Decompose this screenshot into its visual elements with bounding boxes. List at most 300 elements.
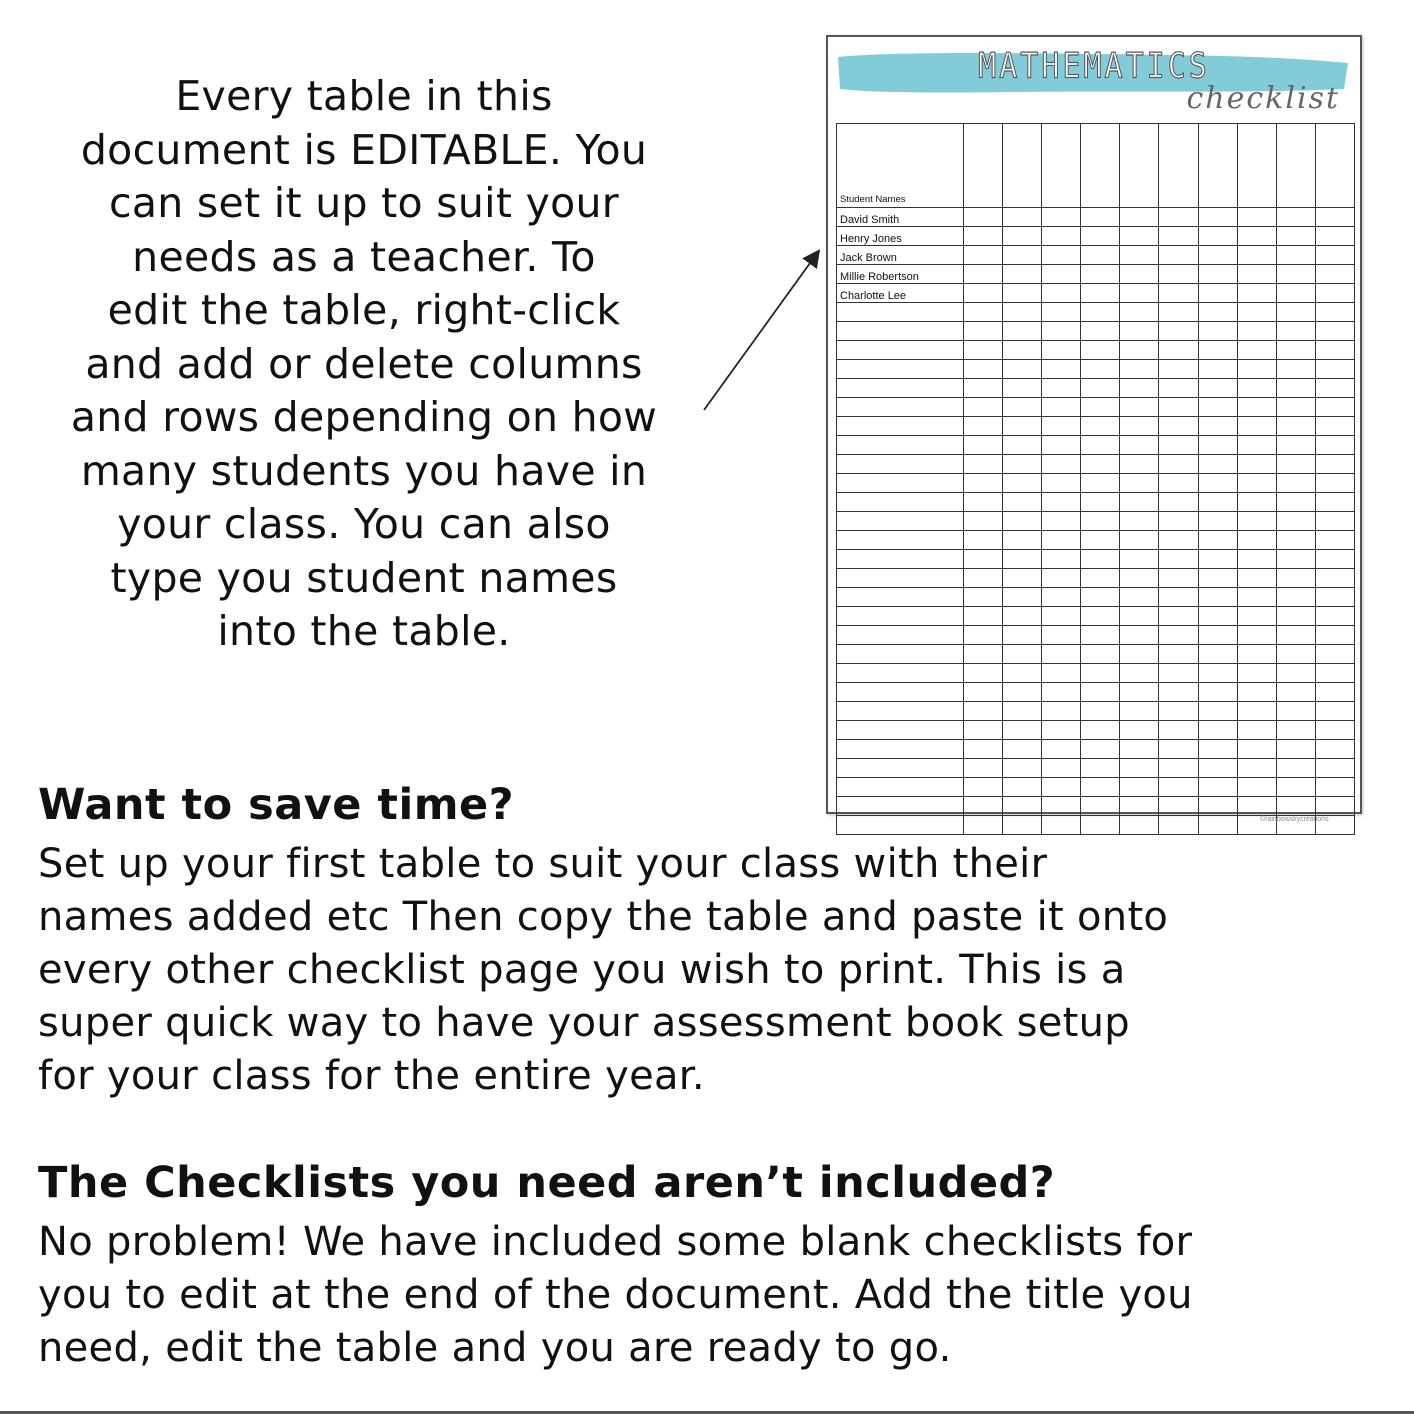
checklist-cell[interactable]: [1237, 740, 1276, 759]
checklist-cell[interactable]: [1198, 607, 1237, 626]
checklist-cell[interactable]: [1159, 797, 1198, 816]
checklist-cell[interactable]: [1276, 569, 1315, 588]
checklist-cell[interactable]: [1081, 740, 1120, 759]
checklist-cell[interactable]: [1003, 284, 1042, 303]
student-name-cell[interactable]: [837, 398, 964, 417]
checklist-cell[interactable]: [1042, 531, 1081, 550]
student-name-cell[interactable]: David Smith: [837, 208, 964, 227]
checklist-cell[interactable]: [1081, 303, 1120, 322]
checklist-cell[interactable]: [1198, 436, 1237, 455]
checklist-cell[interactable]: [1276, 759, 1315, 778]
checklist-cell[interactable]: [1120, 303, 1159, 322]
checklist-cell[interactable]: [1081, 379, 1120, 398]
checklist-cell[interactable]: [1315, 721, 1354, 740]
checklist-cell[interactable]: [1276, 341, 1315, 360]
checklist-header-cell[interactable]: [1003, 124, 1042, 208]
checklist-cell[interactable]: [1042, 474, 1081, 493]
checklist-cell[interactable]: [1120, 474, 1159, 493]
checklist-cell[interactable]: [1042, 626, 1081, 645]
checklist-cell[interactable]: [1237, 303, 1276, 322]
checklist-cell[interactable]: [964, 284, 1003, 303]
checklist-cell[interactable]: [1237, 512, 1276, 531]
checklist-cell[interactable]: [1237, 360, 1276, 379]
checklist-cell[interactable]: [964, 626, 1003, 645]
checklist-cell[interactable]: [1198, 284, 1237, 303]
checklist-cell[interactable]: [964, 208, 1003, 227]
checklist-cell[interactable]: [1042, 740, 1081, 759]
checklist-cell[interactable]: [964, 531, 1003, 550]
checklist-cell[interactable]: [1198, 512, 1237, 531]
student-name-cell[interactable]: [837, 550, 964, 569]
checklist-cell[interactable]: [1081, 607, 1120, 626]
checklist-cell[interactable]: [1042, 683, 1081, 702]
checklist-cell[interactable]: [1081, 721, 1120, 740]
checklist-cell[interactable]: [1315, 322, 1354, 341]
checklist-cell[interactable]: [1237, 436, 1276, 455]
checklist-cell[interactable]: [1276, 417, 1315, 436]
checklist-cell[interactable]: [1042, 379, 1081, 398]
checklist-cell[interactable]: [1198, 246, 1237, 265]
checklist-cell[interactable]: [1198, 265, 1237, 284]
checklist-cell[interactable]: [1276, 436, 1315, 455]
checklist-cell[interactable]: [1120, 360, 1159, 379]
checklist-cell[interactable]: [1237, 227, 1276, 246]
checklist-cell[interactable]: [1042, 208, 1081, 227]
checklist-cell[interactable]: [1315, 341, 1354, 360]
checklist-cell[interactable]: [1003, 721, 1042, 740]
checklist-cell[interactable]: [1159, 398, 1198, 417]
checklist-cell[interactable]: [1276, 360, 1315, 379]
checklist-cell[interactable]: [1159, 588, 1198, 607]
checklist-cell[interactable]: [964, 664, 1003, 683]
checklist-cell[interactable]: [1159, 379, 1198, 398]
checklist-cell[interactable]: [1159, 284, 1198, 303]
checklist-cell[interactable]: [1003, 740, 1042, 759]
checklist-cell[interactable]: [1198, 493, 1237, 512]
checklist-cell[interactable]: [1315, 569, 1354, 588]
checklist-cell[interactable]: [964, 246, 1003, 265]
checklist-cell[interactable]: [1081, 759, 1120, 778]
checklist-cell[interactable]: [1237, 626, 1276, 645]
student-name-cell[interactable]: [837, 531, 964, 550]
checklist-cell[interactable]: [1042, 227, 1081, 246]
checklist-header-cell[interactable]: [1198, 124, 1237, 208]
student-name-cell[interactable]: [837, 816, 964, 835]
checklist-cell[interactable]: [1198, 569, 1237, 588]
checklist-cell[interactable]: [1120, 379, 1159, 398]
checklist-cell[interactable]: [1042, 322, 1081, 341]
checklist-cell[interactable]: [1315, 227, 1354, 246]
checklist-cell[interactable]: [1237, 778, 1276, 797]
checklist-cell[interactable]: [1315, 493, 1354, 512]
checklist-cell[interactable]: [1081, 227, 1120, 246]
checklist-cell[interactable]: [1003, 664, 1042, 683]
checklist-cell[interactable]: [1003, 778, 1042, 797]
checklist-cell[interactable]: [1315, 740, 1354, 759]
checklist-cell[interactable]: [1315, 303, 1354, 322]
checklist-cell[interactable]: [1276, 588, 1315, 607]
checklist-cell[interactable]: [1003, 208, 1042, 227]
checklist-cell[interactable]: [1237, 379, 1276, 398]
checklist-cell[interactable]: [1315, 455, 1354, 474]
checklist-cell[interactable]: [1003, 512, 1042, 531]
checklist-cell[interactable]: [1276, 740, 1315, 759]
checklist-cell[interactable]: [1159, 360, 1198, 379]
checklist-cell[interactable]: [1159, 607, 1198, 626]
checklist-header-cell[interactable]: [1237, 124, 1276, 208]
checklist-cell[interactable]: [1120, 512, 1159, 531]
checklist-cell[interactable]: [1159, 702, 1198, 721]
checklist-cell[interactable]: [1198, 683, 1237, 702]
checklist-cell[interactable]: [1042, 816, 1081, 835]
checklist-cell[interactable]: [1003, 645, 1042, 664]
checklist-cell[interactable]: [1198, 474, 1237, 493]
checklist-header-cell[interactable]: [1159, 124, 1198, 208]
checklist-cell[interactable]: [1003, 797, 1042, 816]
checklist-cell[interactable]: [1120, 550, 1159, 569]
checklist-cell[interactable]: [1042, 588, 1081, 607]
checklist-cell[interactable]: [1042, 265, 1081, 284]
checklist-cell[interactable]: [1315, 398, 1354, 417]
checklist-cell[interactable]: [1198, 341, 1237, 360]
checklist-cell[interactable]: [1081, 550, 1120, 569]
checklist-cell[interactable]: [1042, 721, 1081, 740]
checklist-cell[interactable]: [964, 778, 1003, 797]
checklist-cell[interactable]: [1081, 284, 1120, 303]
checklist-cell[interactable]: [1081, 683, 1120, 702]
checklist-cell[interactable]: [1276, 493, 1315, 512]
student-name-cell[interactable]: [837, 740, 964, 759]
student-name-cell[interactable]: [837, 778, 964, 797]
checklist-cell[interactable]: [1198, 778, 1237, 797]
checklist-cell[interactable]: [1042, 607, 1081, 626]
checklist-cell[interactable]: [1237, 265, 1276, 284]
checklist-cell[interactable]: [1003, 417, 1042, 436]
checklist-cell[interactable]: [1081, 246, 1120, 265]
checklist-cell[interactable]: [1081, 322, 1120, 341]
checklist-cell[interactable]: [1198, 588, 1237, 607]
checklist-cell[interactable]: [1198, 702, 1237, 721]
checklist-cell[interactable]: [1198, 208, 1237, 227]
checklist-cell[interactable]: [1003, 227, 1042, 246]
checklist-cell[interactable]: [1276, 512, 1315, 531]
checklist-cell[interactable]: [1315, 664, 1354, 683]
checklist-cell[interactable]: [1237, 208, 1276, 227]
checklist-cell[interactable]: [1276, 702, 1315, 721]
student-name-cell[interactable]: [837, 664, 964, 683]
checklist-cell[interactable]: [1315, 607, 1354, 626]
checklist-cell[interactable]: [1081, 588, 1120, 607]
checklist-cell[interactable]: [964, 740, 1003, 759]
checklist-cell[interactable]: [1120, 227, 1159, 246]
checklist-cell[interactable]: [1042, 417, 1081, 436]
checklist-cell[interactable]: [1237, 455, 1276, 474]
checklist-cell[interactable]: [964, 322, 1003, 341]
checklist-cell[interactable]: [1198, 531, 1237, 550]
checklist-cell[interactable]: [1198, 455, 1237, 474]
checklist-header-cell[interactable]: [1120, 124, 1159, 208]
checklist-cell[interactable]: [1237, 246, 1276, 265]
checklist-cell[interactable]: [1276, 664, 1315, 683]
checklist-cell[interactable]: [1237, 797, 1276, 816]
checklist-cell[interactable]: [1120, 208, 1159, 227]
checklist-cell[interactable]: [1159, 740, 1198, 759]
checklist-cell[interactable]: [1120, 284, 1159, 303]
checklist-cell[interactable]: [964, 265, 1003, 284]
student-checklist-table[interactable]: [836, 123, 1355, 835]
checklist-cell[interactable]: [1315, 797, 1354, 816]
checklist-cell[interactable]: [1042, 512, 1081, 531]
checklist-cell[interactable]: [1198, 398, 1237, 417]
checklist-cell[interactable]: [964, 702, 1003, 721]
checklist-cell[interactable]: [1276, 227, 1315, 246]
checklist-cell[interactable]: [1198, 721, 1237, 740]
checklist-cell[interactable]: [1237, 721, 1276, 740]
checklist-cell[interactable]: [964, 759, 1003, 778]
checklist-cell[interactable]: [1120, 455, 1159, 474]
checklist-cell[interactable]: [1120, 322, 1159, 341]
checklist-cell[interactable]: [1237, 702, 1276, 721]
checklist-cell[interactable]: [1120, 740, 1159, 759]
student-name-cell[interactable]: [837, 683, 964, 702]
checklist-cell[interactable]: [1315, 645, 1354, 664]
checklist-cell[interactable]: [1237, 341, 1276, 360]
checklist-cell[interactable]: [1237, 569, 1276, 588]
checklist-cell[interactable]: [1120, 759, 1159, 778]
checklist-cell[interactable]: [1081, 626, 1120, 645]
checklist-cell[interactable]: [964, 341, 1003, 360]
checklist-cell[interactable]: [1198, 816, 1237, 835]
checklist-cell[interactable]: [1198, 379, 1237, 398]
checklist-cell[interactable]: [1003, 569, 1042, 588]
checklist-cell[interactable]: [1003, 436, 1042, 455]
checklist-cell[interactable]: [1120, 645, 1159, 664]
checklist-cell[interactable]: [1042, 759, 1081, 778]
student-name-cell[interactable]: [837, 721, 964, 740]
checklist-cell[interactable]: [964, 683, 1003, 702]
checklist-cell[interactable]: [1120, 417, 1159, 436]
checklist-cell[interactable]: [1159, 569, 1198, 588]
checklist-cell[interactable]: [1003, 683, 1042, 702]
checklist-cell[interactable]: [1276, 531, 1315, 550]
checklist-cell[interactable]: [1237, 417, 1276, 436]
checklist-cell[interactable]: [1159, 683, 1198, 702]
checklist-cell[interactable]: [1315, 550, 1354, 569]
checklist-cell[interactable]: [1159, 227, 1198, 246]
checklist-cell[interactable]: [1276, 379, 1315, 398]
checklist-cell[interactable]: [1003, 702, 1042, 721]
student-name-cell[interactable]: [837, 512, 964, 531]
checklist-cell[interactable]: [1120, 721, 1159, 740]
checklist-cell[interactable]: [1003, 303, 1042, 322]
checklist-cell[interactable]: [1120, 702, 1159, 721]
checklist-cell[interactable]: [1159, 436, 1198, 455]
checklist-cell[interactable]: [1003, 607, 1042, 626]
checklist-cell[interactable]: [1081, 474, 1120, 493]
checklist-cell[interactable]: [1276, 550, 1315, 569]
checklist-cell[interactable]: [1003, 379, 1042, 398]
checklist-header-cell[interactable]: [1042, 124, 1081, 208]
checklist-cell[interactable]: [1120, 398, 1159, 417]
checklist-cell[interactable]: [964, 645, 1003, 664]
checklist-cell[interactable]: [1120, 265, 1159, 284]
checklist-cell[interactable]: [1120, 778, 1159, 797]
checklist-cell[interactable]: [1081, 341, 1120, 360]
checklist-cell[interactable]: [1315, 588, 1354, 607]
checklist-cell[interactable]: [1315, 683, 1354, 702]
checklist-cell[interactable]: [1276, 208, 1315, 227]
student-name-cell[interactable]: [837, 569, 964, 588]
checklist-cell[interactable]: [964, 303, 1003, 322]
checklist-cell[interactable]: [1120, 531, 1159, 550]
checklist-cell[interactable]: [964, 360, 1003, 379]
checklist-cell[interactable]: [1159, 512, 1198, 531]
checklist-cell[interactable]: [1198, 740, 1237, 759]
checklist-cell[interactable]: [1003, 626, 1042, 645]
checklist-cell[interactable]: [1120, 797, 1159, 816]
student-name-cell[interactable]: Millie Robertson: [837, 265, 964, 284]
checklist-cell[interactable]: [1159, 455, 1198, 474]
checklist-cell[interactable]: [1003, 398, 1042, 417]
checklist-header-cell[interactable]: [1081, 124, 1120, 208]
student-name-cell[interactable]: Jack Brown: [837, 246, 964, 265]
student-name-cell[interactable]: [837, 797, 964, 816]
checklist-cell[interactable]: [1081, 664, 1120, 683]
checklist-cell[interactable]: [1159, 303, 1198, 322]
checklist-cell[interactable]: [1315, 626, 1354, 645]
checklist-cell[interactable]: [1042, 550, 1081, 569]
checklist-cell[interactable]: [1315, 702, 1354, 721]
checklist-cell[interactable]: [1276, 778, 1315, 797]
checklist-cell[interactable]: [1081, 417, 1120, 436]
checklist-cell[interactable]: [1198, 645, 1237, 664]
student-name-cell[interactable]: [837, 702, 964, 721]
checklist-cell[interactable]: [1237, 322, 1276, 341]
checklist-cell[interactable]: [1081, 436, 1120, 455]
checklist-cell[interactable]: [1003, 550, 1042, 569]
checklist-cell[interactable]: [1081, 265, 1120, 284]
checklist-cell[interactable]: [1237, 645, 1276, 664]
checklist-cell[interactable]: [1159, 721, 1198, 740]
checklist-cell[interactable]: [1237, 474, 1276, 493]
checklist-cell[interactable]: [1159, 531, 1198, 550]
checklist-cell[interactable]: [1198, 626, 1237, 645]
checklist-cell[interactable]: [1120, 341, 1159, 360]
checklist-cell[interactable]: [1081, 778, 1120, 797]
checklist-cell[interactable]: [1003, 265, 1042, 284]
checklist-cell[interactable]: [1198, 550, 1237, 569]
checklist-cell[interactable]: [1081, 702, 1120, 721]
checklist-cell[interactable]: [1315, 778, 1354, 797]
checklist-cell[interactable]: [1276, 322, 1315, 341]
checklist-cell[interactable]: [964, 474, 1003, 493]
checklist-cell[interactable]: [1237, 493, 1276, 512]
checklist-cell[interactable]: [1315, 436, 1354, 455]
checklist-cell[interactable]: [1276, 265, 1315, 284]
checklist-cell[interactable]: [1081, 208, 1120, 227]
checklist-cell[interactable]: [1276, 797, 1315, 816]
checklist-cell[interactable]: [1276, 474, 1315, 493]
checklist-cell[interactable]: [1042, 455, 1081, 474]
checklist-cell[interactable]: [964, 816, 1003, 835]
checklist-cell[interactable]: [1042, 664, 1081, 683]
checklist-header-cell[interactable]: [1276, 124, 1315, 208]
checklist-cell[interactable]: [1237, 284, 1276, 303]
checklist-header-cell[interactable]: [964, 124, 1003, 208]
checklist-cell[interactable]: [964, 550, 1003, 569]
checklist-cell[interactable]: [1003, 455, 1042, 474]
checklist-cell[interactable]: [1003, 360, 1042, 379]
checklist-cell[interactable]: [1081, 360, 1120, 379]
checklist-cell[interactable]: [964, 227, 1003, 246]
checklist-cell[interactable]: [964, 588, 1003, 607]
checklist-cell[interactable]: [964, 721, 1003, 740]
checklist-cell[interactable]: [1315, 531, 1354, 550]
student-name-cell[interactable]: [837, 341, 964, 360]
checklist-cell[interactable]: [964, 455, 1003, 474]
student-name-cell[interactable]: Charlotte Lee: [837, 284, 964, 303]
student-name-cell[interactable]: [837, 607, 964, 626]
checklist-cell[interactable]: [964, 398, 1003, 417]
student-name-cell[interactable]: [837, 645, 964, 664]
checklist-cell[interactable]: [964, 569, 1003, 588]
checklist-cell[interactable]: [1276, 303, 1315, 322]
checklist-cell[interactable]: [1042, 569, 1081, 588]
checklist-cell[interactable]: [1198, 664, 1237, 683]
checklist-cell[interactable]: [1315, 474, 1354, 493]
checklist-cell[interactable]: [964, 493, 1003, 512]
checklist-header-cell[interactable]: [1315, 124, 1354, 208]
checklist-cell[interactable]: [1159, 493, 1198, 512]
checklist-cell[interactable]: [1159, 208, 1198, 227]
student-name-cell[interactable]: [837, 436, 964, 455]
checklist-cell[interactable]: [1237, 531, 1276, 550]
checklist-cell[interactable]: [1159, 664, 1198, 683]
checklist-cell[interactable]: [1159, 626, 1198, 645]
checklist-cell[interactable]: [1237, 664, 1276, 683]
checklist-cell[interactable]: [1120, 683, 1159, 702]
checklist-cell[interactable]: [1003, 759, 1042, 778]
checklist-cell[interactable]: [1042, 246, 1081, 265]
checklist-cell[interactable]: [1042, 398, 1081, 417]
checklist-cell[interactable]: [1003, 588, 1042, 607]
checklist-cell[interactable]: [1042, 778, 1081, 797]
checklist-cell[interactable]: [1315, 208, 1354, 227]
checklist-cell[interactable]: [1003, 246, 1042, 265]
checklist-cell[interactable]: [1237, 607, 1276, 626]
checklist-cell[interactable]: [1198, 303, 1237, 322]
checklist-cell[interactable]: [1159, 417, 1198, 436]
checklist-cell[interactable]: [1081, 398, 1120, 417]
checklist-cell[interactable]: [1081, 531, 1120, 550]
checklist-cell[interactable]: [1042, 303, 1081, 322]
checklist-cell[interactable]: [1237, 398, 1276, 417]
checklist-cell[interactable]: [1276, 645, 1315, 664]
checklist-cell[interactable]: [1198, 322, 1237, 341]
checklist-cell[interactable]: [1042, 645, 1081, 664]
checklist-cell[interactable]: [1276, 455, 1315, 474]
checklist-cell[interactable]: [1120, 493, 1159, 512]
checklist-cell[interactable]: [1120, 436, 1159, 455]
checklist-cell[interactable]: [1159, 265, 1198, 284]
checklist-cell[interactable]: [1042, 702, 1081, 721]
checklist-cell[interactable]: [1276, 246, 1315, 265]
checklist-cell[interactable]: [1159, 645, 1198, 664]
student-name-cell[interactable]: Henry Jones: [837, 227, 964, 246]
student-name-cell[interactable]: [837, 493, 964, 512]
checklist-cell[interactable]: [1003, 493, 1042, 512]
checklist-cell[interactable]: [1081, 569, 1120, 588]
